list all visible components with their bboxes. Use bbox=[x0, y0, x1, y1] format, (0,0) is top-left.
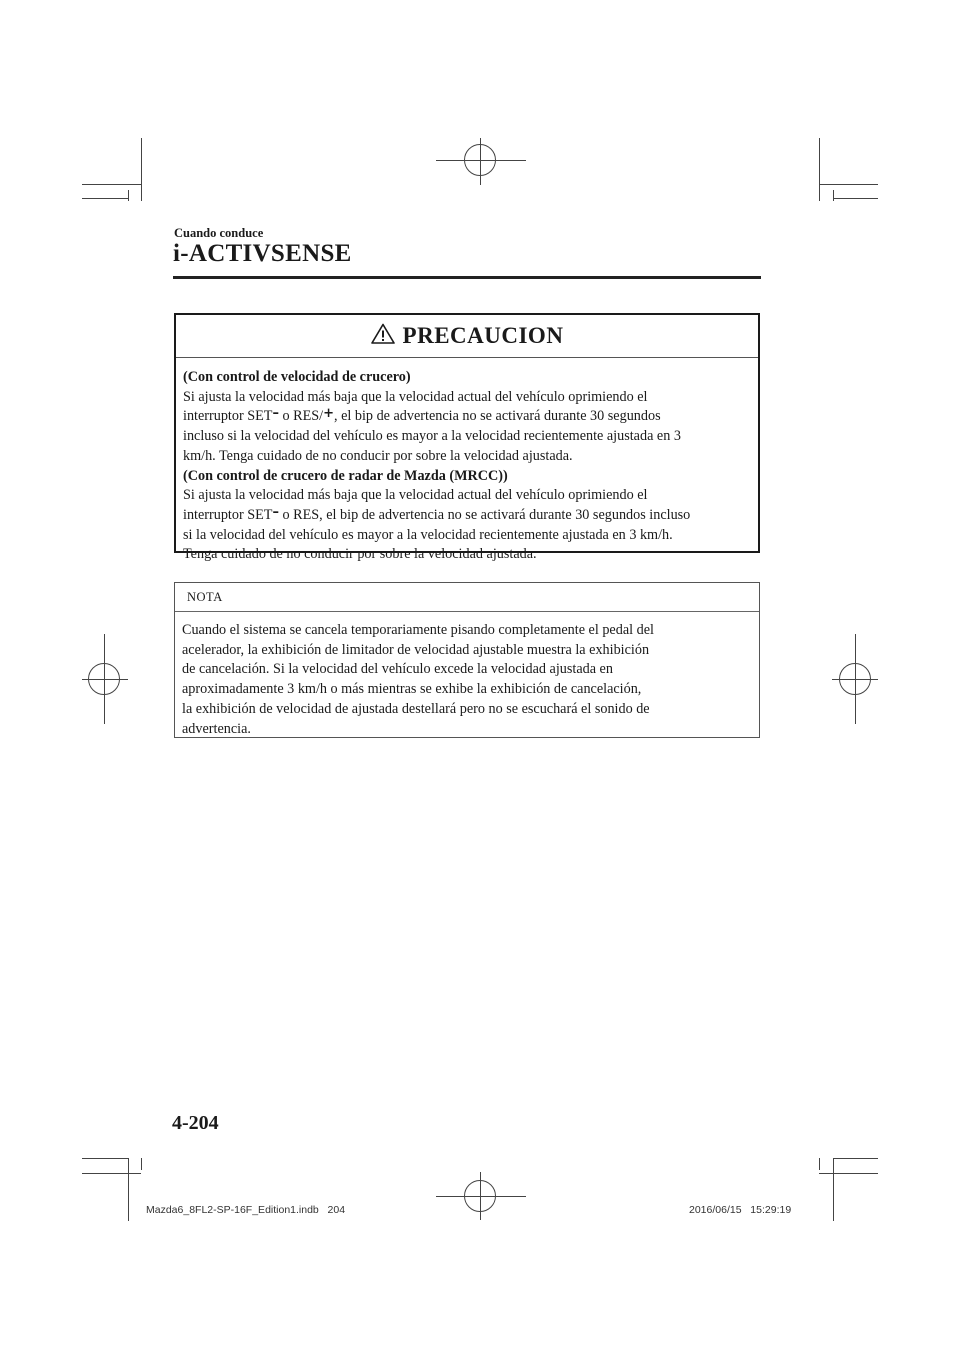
note-box bbox=[174, 582, 760, 738]
print-file-name: Mazda6_8FL2-SP-16F_Edition1.indb 204 bbox=[146, 1204, 346, 1216]
caution-switch-line: interruptor SET– o RES, el bip de advertencia no se activará durante 30 segundos incluso bbox=[183, 504, 691, 523]
set-minus-symbol: – bbox=[272, 504, 279, 520]
header-rule bbox=[173, 276, 761, 279]
note-title: NOTA bbox=[175, 583, 759, 612]
caution-text-line: incluso si la velocidad del vehículo es mayor a la velocidad recientemente ajustada en 3 bbox=[183, 428, 681, 445]
caution-text-line: Si ajusta la velocidad más baja que la velocidad actual del vehículo oprimiendo el bbox=[183, 388, 648, 405]
caution-subheading-mrcc: (Con control de crucero de radar de Mazda (MRCC)) bbox=[183, 467, 508, 484]
page-number: 4-204 bbox=[172, 1112, 219, 1134]
caution-text-line: Si ajusta la velocidad más baja que la velocidad actual del vehículo oprimiendo el bbox=[183, 487, 648, 504]
print-date: 2016/06/15 15:29:19 bbox=[689, 1204, 792, 1216]
note-text-line: la exhibición de velocidad de ajustada destellará pero no se escuchará el sonido de bbox=[182, 700, 650, 717]
chapter-title: i-ACTIVSENSE bbox=[173, 240, 352, 267]
caution-text-line: km/h. Tenga cuidado de no conducir por sobre la velocidad ajustada. bbox=[183, 447, 573, 464]
caution-switch-line: interruptor SET– o RES/+, el bip de advertencia no se activará durante 30 segundos bbox=[183, 406, 661, 425]
set-minus-symbol: – bbox=[272, 406, 279, 422]
section-label: Cuando conduce bbox=[174, 226, 264, 240]
note-text-line: advertencia. bbox=[182, 720, 251, 737]
caution-body bbox=[176, 358, 758, 565]
caution-title: PRECAUCION bbox=[402, 323, 564, 348]
caution-subheading-cruise: (Con control de velocidad de crucero) bbox=[183, 369, 411, 385]
caution-box bbox=[174, 313, 760, 563]
note-text-line: acelerador, la exhibición de limitador de velocidad ajustable muestra la exhibición bbox=[182, 641, 650, 658]
caution-text-line: si la velocidad del vehículo es mayor a la velocidad recientemente ajustada en 3 km/h. bbox=[183, 526, 673, 543]
note-body bbox=[175, 612, 759, 739]
warning-triangle-icon bbox=[371, 323, 395, 349]
note-text-line: Cuando el sistema se cancela temporariamente pisando completamente el pedal del bbox=[182, 622, 654, 638]
caution-header bbox=[176, 315, 758, 358]
caution-text-line: Tenga cuidado de no conducir por sobre la velocidad ajustada. bbox=[183, 546, 537, 563]
note-text-line: aproximadamente 3 km/h o más mientras se exhibe la exhibición de cancelación, bbox=[182, 681, 642, 698]
res-plus-symbol: + bbox=[323, 406, 335, 422]
note-text-line: de cancelación. Si la velocidad del vehículo excede la velocidad ajustada en bbox=[182, 661, 613, 678]
